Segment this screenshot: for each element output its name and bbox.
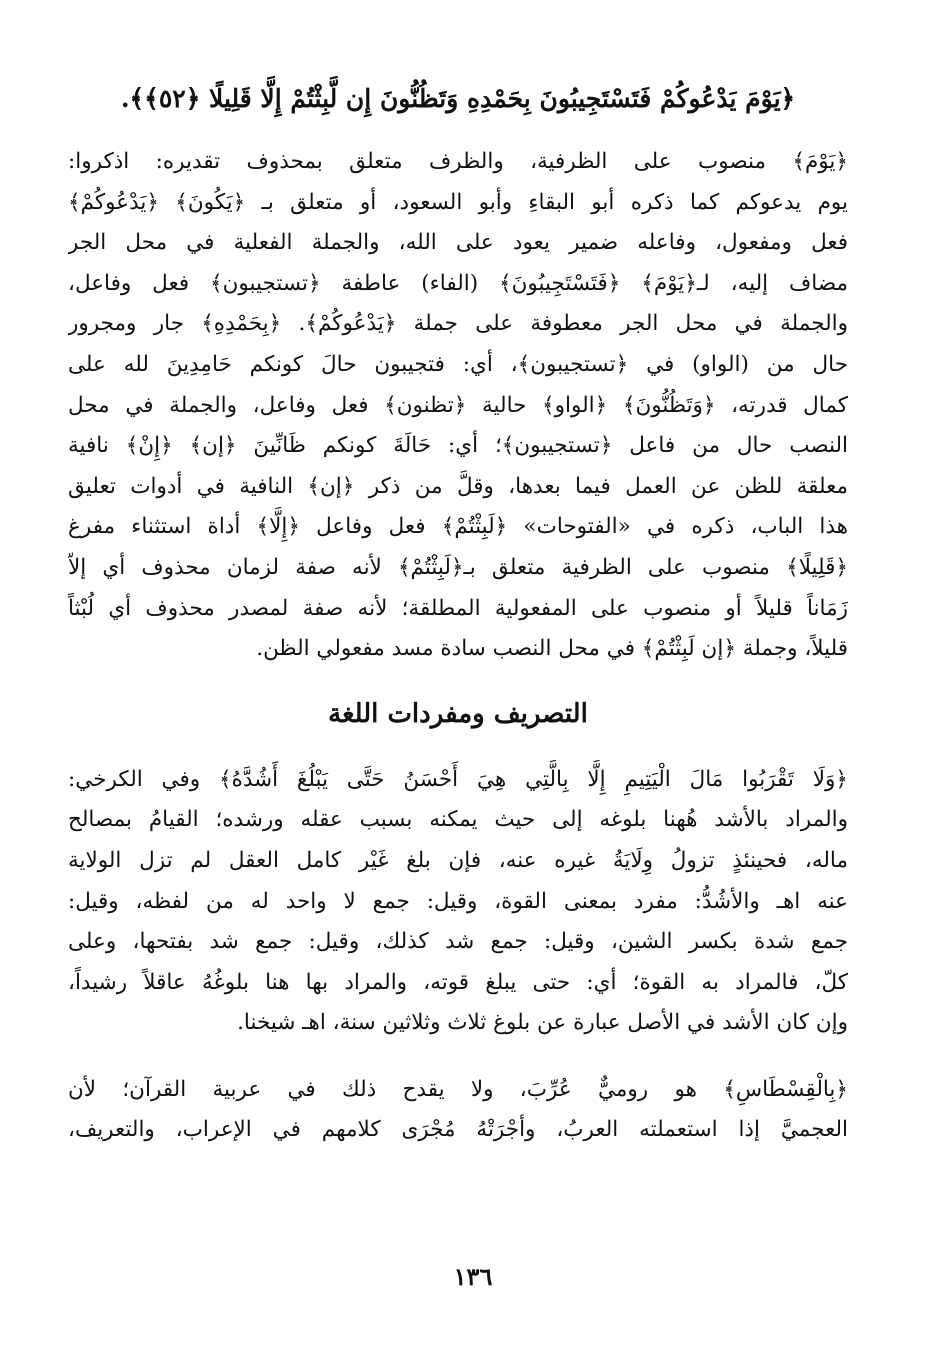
text-line: ماله، فحينئذٍ تزولُ وِلَايَةُ غيره عنه، فإن بلغ غَيْر كامل العقل لم تزل الولاية	[68, 847, 848, 873]
paragraph-grammar	[68, 142, 848, 670]
text-line: يوم يدعوكم كما ذكره أبو البقاءِ وأبو السعود، أو متعلق بـ ﴿يَكُونَ﴾ ﴿يَدْعُوكُمْ﴾	[68, 189, 848, 215]
page-number: ١٣٦	[453, 1262, 493, 1291]
text-line: كلّ، فالمراد به القوة؛ أي: حتى يبلغ قوته، والمراد بها هنا بلوغُهُ عاقلاً رشيداً،	[68, 969, 848, 995]
text-line: جمع شدة بكسر الشين، وقيل: جمع شد كذلك، وقيل: جمع شد بفتحها، وعلى	[68, 929, 848, 955]
text-line: حال من (الواو) في ﴿تستجيبون﴾، أي: فتجيبون حالَ كونكم حَامِدِينَ لله على	[68, 351, 848, 377]
text-line: ﴿وَلَا تَقْرَبُوا مَالَ الْيَتِيمِ إِلَّا بِالَّتِي هِيَ أَحْسَنُ حَتَّى يَبْلُغَ أَشُدَّهُ﴾ وفي الكرخي:	[68, 766, 848, 792]
text-line: العجميَّ إذا استعملته العربُ، وأجْرَتْهُ مُجْرَى كلامهم في الإعراب، والتعريف،	[68, 1117, 848, 1143]
text-line: النصب حال من فاعل ﴿تستجيبون﴾؛ أي: حَالَةَ كونكم ظَانِّينَ ﴿إن﴾ ﴿إِنْ﴾ نافية	[68, 433, 848, 459]
text-line: ﴿يَوْمَ﴾ منصوب على الظرفية، والظرف متعلق بمحذوف تقديره: اذكروا:	[68, 149, 848, 174]
text-line: مضاف إليه، لـ﴿يَوْمَ﴾ ﴿فَتَسْتَجِيبُونَ﴾ (الفاء) عاطفة ﴿تستجيبون﴾ فعل وفاعل،	[68, 270, 848, 296]
text-line: فعل ومفعول، وفاعله ضمير يعود على الله، والجملة الفعلية في محل الجر	[68, 230, 848, 256]
text-line: معلقة للظن عن العمل فيما بعدها، وقلَّ من ذكر ﴿إن﴾ النافية في أدوات تعليق	[68, 473, 848, 499]
text-line: والمراد بالأشد هُهنا بلوغه إلى حيث يمكنه بسبب عقله ورشده؛ القيامُ بمصالح	[68, 807, 848, 833]
section-title: التصريف ومفردات اللغة	[328, 698, 588, 729]
text-line: قليلاً، وجملة ﴿إن لَبِثْتُمْ﴾ في محل النصب سادة مسد مفعولي الظن.	[256, 636, 848, 662]
verse-heading: ﴿يَوْمَ يَدْعُوكُمْ فَتَسْتَجِيبُونَ بِحَمْدِهِ وَتَظُنُّونَ إِن لَّبِثْتُمْ إِلَّا قَلِيلًا ﴿٥٢﴾﴾.	[120, 84, 796, 113]
text-line: ﴿بِالْقِسْطَاسِ﴾ هو روميٌّ عُرِّبَ، ولا يقدح ذلك في عربية القرآن؛ لأن	[68, 1076, 848, 1102]
text-line: زَمَاناً قليلاً أو منصوب على المفعولية المطلقة؛ لأنه صفة لمصدر محذوف أي لُبْثاً	[68, 595, 848, 621]
text-line: وإن كان الأشد في الأصل عبارة عن بلوغ ثلاث وثلاثين سنة، اهـ شيخنا.	[237, 1010, 848, 1036]
text-line: والجملة في محل الجر معطوفة على جملة ﴿يَدْعُوكُمْ﴾. ﴿بِحَمْدِهِ﴾ جار ومجرور	[68, 311, 848, 337]
text-line: عنه اهـ والأشُدُّ: مفرد بمعنى القوة، وقيل: جمع لا واحد له من لفظه، وقيل:	[68, 888, 848, 914]
text-line: كمال قدرته، ﴿وَتَظُنُّونَ﴾ ﴿الواو﴾ حالية ﴿تظنون﴾ فعل وفاعل، والجملة في محل	[68, 392, 848, 418]
document-page	[68, 78, 848, 1151]
text-line: هذا الباب، ذكره في «الفتوحات» ﴿لَبِثْتُمْ﴾ فعل وفاعل ﴿إِلَّا﴾ أداة استثناء مفرغ	[68, 514, 848, 540]
text-line: ﴿قَلِيلًا﴾ منصوب على الظرفية متعلق بـ﴿لَبِثْتُمْ﴾ لأنه صفة لزمان محذوف أي إلاّ	[68, 554, 848, 580]
paragraph-morphology	[68, 760, 848, 1044]
paragraph-qistas	[68, 1070, 848, 1151]
